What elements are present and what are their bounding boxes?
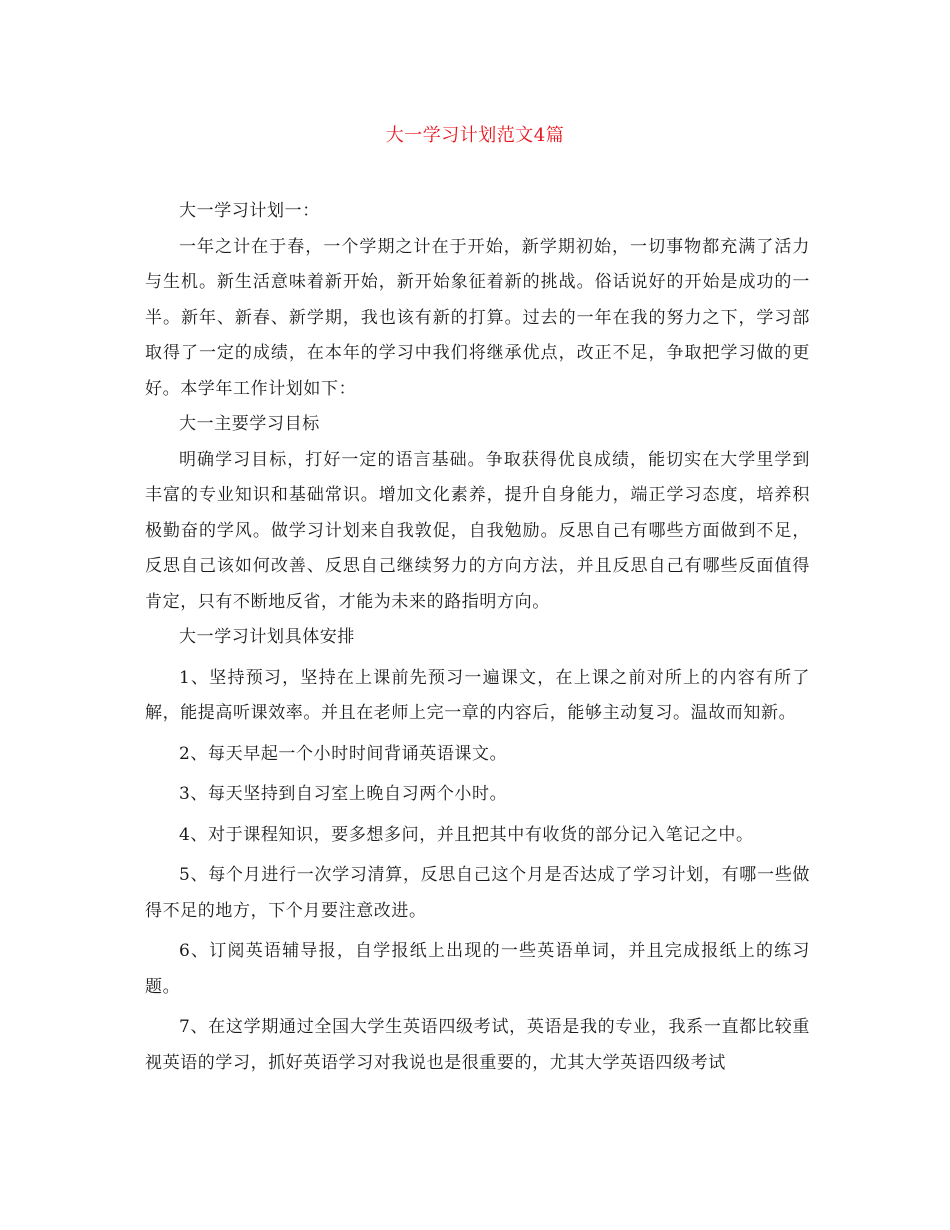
list-item: 5、每个月进行一次学习清算，反思自己这个月是否达成了学习计划，有哪一些做得不足的地方，下个月要注意改进。 bbox=[145, 865, 810, 921]
document-title: 大一学习计划范文4篇 bbox=[385, 125, 565, 146]
paragraph: 一年之计在于春，一个学期之计在于开始，新学期初始，一切事物都充满了活力与生机。新生活意味着新开始，新开始象征着新的挑战。俗话说好的开始是成功的一半。新年、新春、新学期，我也该有新的打算。过去的一年在我的努力之下，学习部取得了一定的成绩，在本年的学习中我们将继承优点，改正不足，争取把学习做的更好。本学年工作计划如下： bbox=[145, 236, 810, 399]
section-heading: 大一学习计划具体安排 bbox=[179, 627, 355, 647]
list-item: 3、每天坚持到自习室上晚自习两个小时。 bbox=[179, 784, 508, 804]
list-item: 2、每天早起一个小时时间背诵英语课文。 bbox=[179, 743, 508, 764]
list-item: 7、在这学期通过全国大学生英语四级考试，英语是我的专业，我系一直都比较重视英语的学习，抓好英语学习对我说也是很重要的，尤其大学英语四级考试 bbox=[145, 1017, 810, 1073]
section-heading: 大一学习计划一： bbox=[179, 201, 320, 221]
list-item: 1、坚持预习，坚持在上课前先预习一遍课文，在上课之前对所上的内容有所了解，能提高听课效率。并且在老师上完一章的内容后，能够主动复习。温故而知新。 bbox=[145, 667, 810, 723]
paragraph: 明确学习目标，打好一定的语言基础。争取获得优良成绩，能切实在大学里学到丰富的专业知识和基础常识。增加文化素养，提升自身能力，端正学习态度，培养积极勤奋的学风。做学习计划来自我敦促，自我勉励。反思自己有哪些方面做到不足，反思自己该如何改善、反思自己继续努力的方向方法，并且反思自己有哪些反面值得肯定，只有不断地反省，才能为未来的路指明方向。 bbox=[145, 449, 810, 612]
list-item: 4、对于课程知识，要多想多问，并且把其中有收货的部分记入笔记之中。 bbox=[179, 824, 754, 845]
document-body bbox=[145, 194, 810, 1081]
list-item: 6、订阅英语辅导报，自学报纸上出现的一些英语单词，并且完成报纸上的练习题。 bbox=[145, 941, 810, 997]
section-heading: 大一主要学习目标 bbox=[179, 414, 320, 434]
